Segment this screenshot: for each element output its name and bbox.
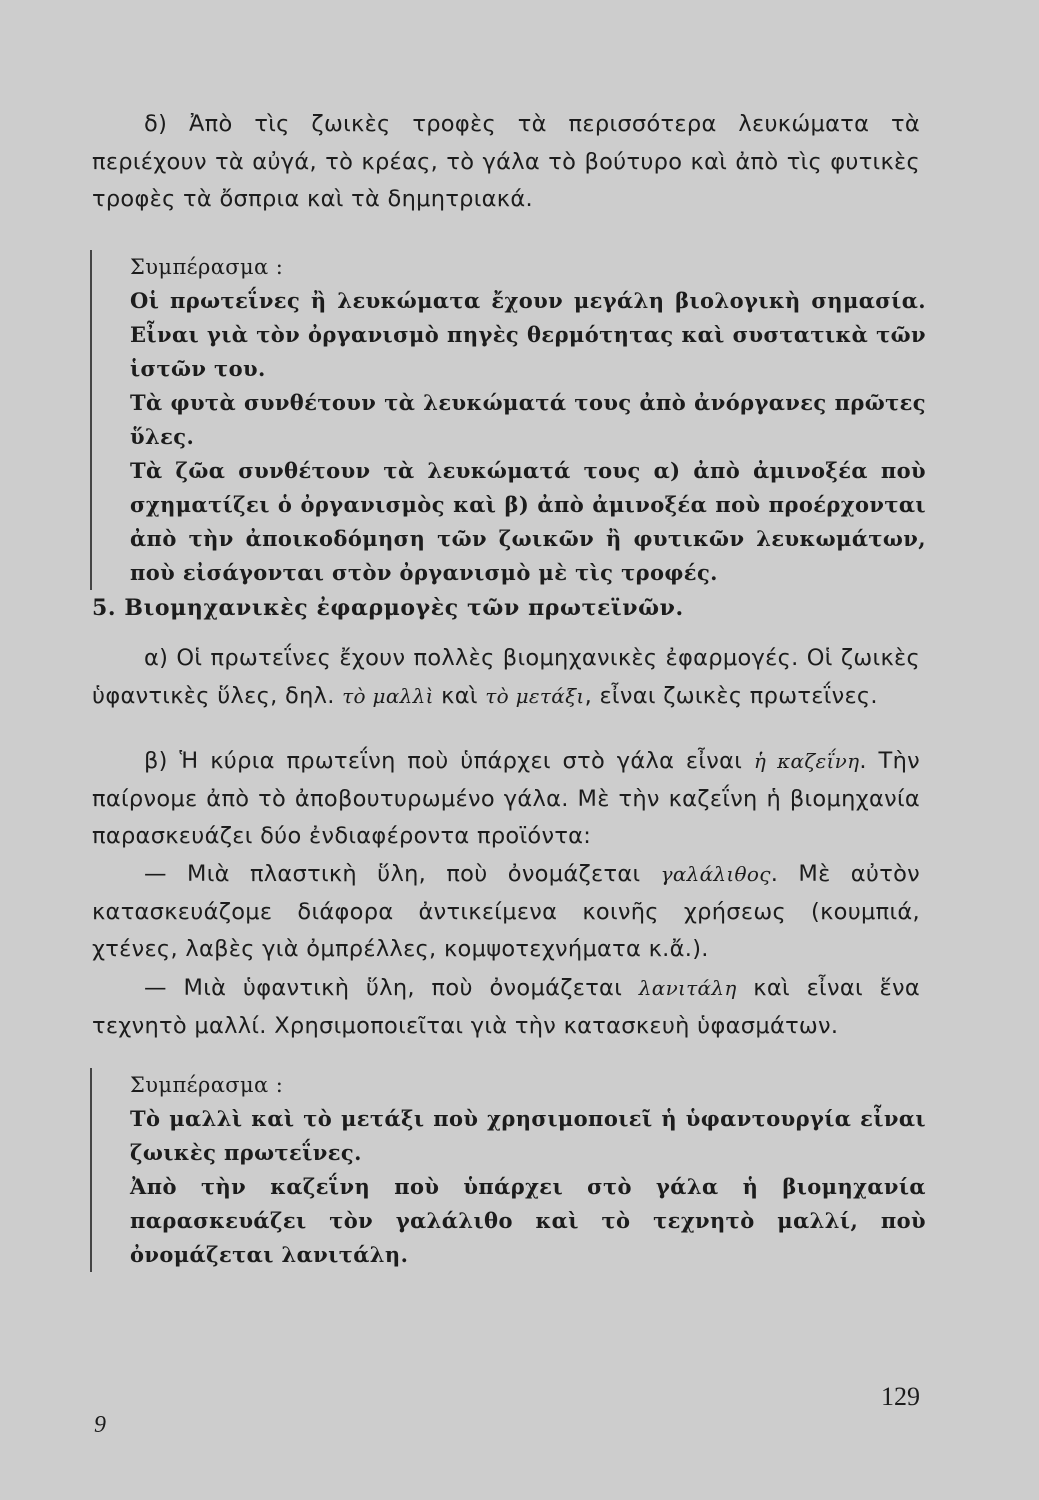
conclusion-text: Οἱ πρωτεΐνες ἢ λευκώματα ἔχουν μεγάλη βιολογικὴ σημασία. Εἶναι γιὰ τὸν ὀργανισμὸ πηγὲς θερμότητας καὶ συστατικὰ τῶν ἱστῶν του. — [130, 288, 926, 381]
dash-item-lanital: — Μιὰ ὑφαντικὴ ὕλη, ποὺ ὀνομάζεται λανιτάλη καὶ εἶναι ἕνα τεχνητὸ μαλλί. Χρησιμοποιεῖται γιὰ τὴν κατασκευὴ ὑφασμάτων. — [92, 975, 920, 1039]
conclusion-text: Τὰ ζῶα συνθέτουν τὰ λευκώματά τους α) ἀπὸ ἀμινοξέα ποὺ σχηματίζει ὁ ὀργανισμὸς καὶ β) ἀπὸ ἀμινοξέα ποὺ προέρχονται ἀπὸ τὴν ἀποικοδόμηση τῶν ζωικῶν ἢ φυτικῶν λευκωμάτων, ποὺ εἰσάγονται στὸν ὀργανισμὸ μὲ τὶς τροφές. — [130, 458, 926, 585]
conclusion-text: Τὸ μαλλὶ καὶ τὸ μετάξι ποὺ χρησιμοποιεῖ ἡ ὑφαντουργία εἶναι ζωικὲς πρωτεΐνες. — [130, 1106, 926, 1165]
conclusion-text: Τὰ φυτὰ συνθέτουν τὰ λευκώματά τους ἀπὸ ἀνόργανες πρῶτες ὕλες. — [130, 390, 926, 449]
conclusion-box-2 — [90, 1068, 926, 1272]
paragraph-b: β) Ἡ κύρια πρωτεΐνη ποὺ ὑπάρχει στὸ γάλα εἶναι ἡ καζεΐνη. Τὴν παίρνομε ἀπὸ τὸ ἀποβουτυρωμένο γάλα. Μὲ τὴν καζεΐνη ἡ βιομηχανία παρασκευάζει δύο ἐνδιαφέροντα προϊόντα: — [92, 748, 920, 849]
dash-item-galalith: — Μιὰ πλαστικὴ ὕλη, ποὺ ὀνομάζεται γαλάλιθος. Μὲ αὐτὸν κατασκευάζομε διάφορα ἀντικείμενα κοινῆς χρήσεως (κουμπιά, χτένες, λαβὲς γιὰ ὀμπρέλλες, κομψοτεχνήματα κ.ἄ.). — [92, 861, 920, 962]
conclusion-box-1 — [90, 250, 926, 590]
conclusion-text: Ἀπὸ τὴν καζεΐνη ποὺ ὑπάρχει στὸ γάλα ἡ βιομηχανία παρασκευάζει τὸν γαλάλιθο καὶ τὸ τεχνητὸ μαλλί, ποὺ ὀνομάζεται λανιτάλη. — [130, 1174, 926, 1267]
conclusion-title: Συμπέρασμα : — [130, 1073, 284, 1097]
section-heading: 5. Βιομηχανικὲς ἐφαρμογὲς τῶν πρωτεϊνῶν. — [92, 595, 684, 621]
conclusion-title: Συμπέρασμα : — [130, 255, 284, 279]
paragraph-d: δ) Ἀπὸ τὶς ζωικὲς τροφὲς τὰ περισσότερα λευκώματα τὰ περιέχουν τὰ αὐγά, τὸ κρέας, τὸ γάλα τὸ βούτυρο καὶ ἀπὸ τὶς φυτικὲς τροφὲς τὰ ὄσπρια καὶ τὰ δημητριακά. — [92, 111, 920, 212]
page-number: 129 — [881, 1382, 920, 1411]
signature-mark: 9 — [94, 1412, 106, 1438]
paragraph-a: α) Οἱ πρωτεΐνες ἔχουν πολλὲς βιομηχανικὲς ἐφαρμογές. Οἱ ζωικὲς ὑφαντικὲς ὕλες, δηλ. τὸ μαλλὶ καὶ τὸ μετάξι, εἶναι ζωικὲς πρωτεΐνες. — [92, 645, 920, 709]
